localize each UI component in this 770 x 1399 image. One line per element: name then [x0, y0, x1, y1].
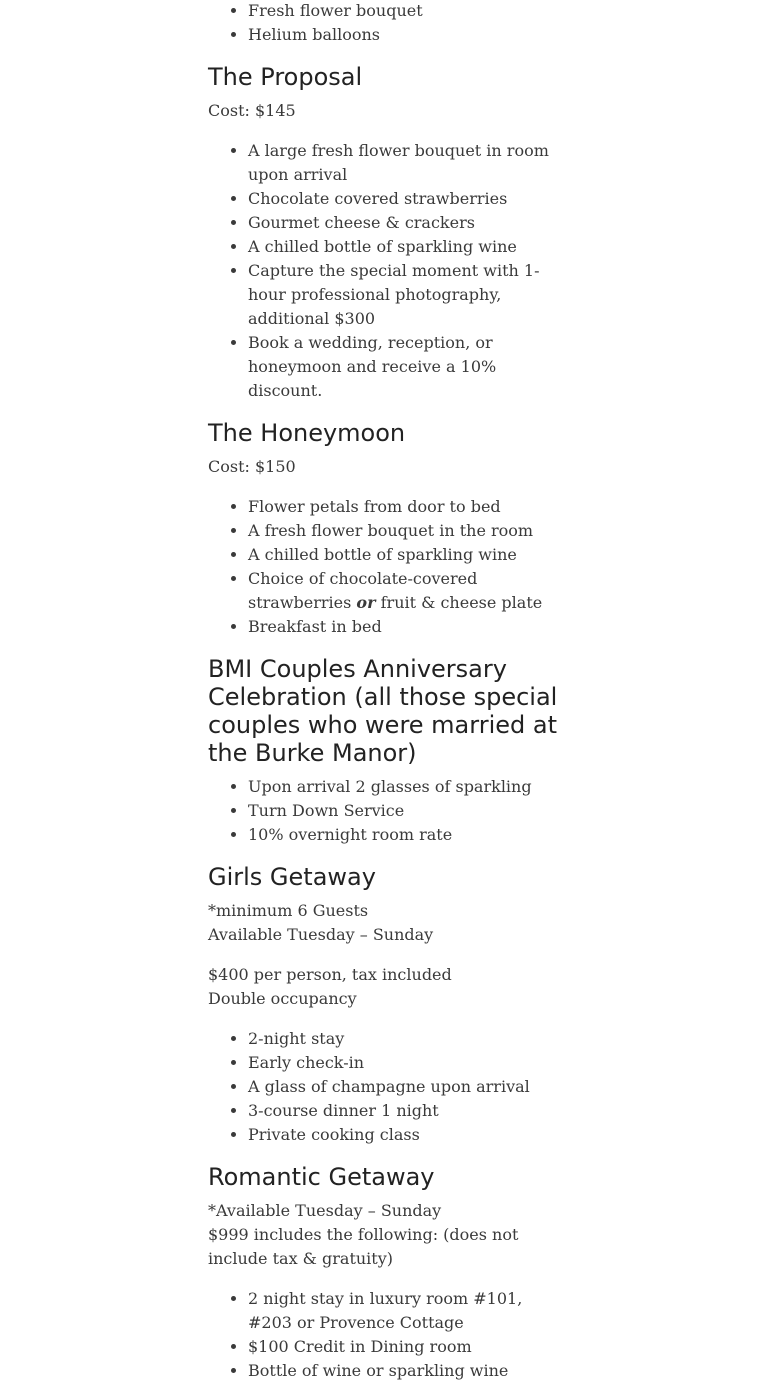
list-item: • Upon arrival 2 glasses of sparkling [248, 775, 570, 799]
proposal-heading: The Proposal [208, 63, 363, 91]
proposal-list [208, 139, 570, 403]
romantic-getaway-days: *Available Tuesday – Sunday [208, 1201, 442, 1220]
choice-before: Choice of chocolate-covered strawberries [248, 569, 478, 612]
list-item: • Breakfast in bed [248, 615, 570, 639]
girls-getaway-heading: Girls Getaway [208, 863, 376, 891]
list-item: • Turn Down Service [248, 799, 570, 823]
list-item: • Flower petals from door to bed [248, 495, 570, 519]
list-item: • Chocolate covered strawberries [248, 187, 570, 211]
honeymoon-list [208, 495, 570, 639]
girls-getaway-list [208, 1027, 570, 1147]
girls-getaway-pricing [208, 963, 570, 1011]
list-item: • A chilled bottle of sparkling wine [248, 543, 570, 567]
list-item: • 10% overnight room rate [248, 823, 570, 847]
choice-after: fruit & cheese plate [375, 593, 543, 612]
list-item: • Gourmet cheese & crackers [248, 211, 570, 235]
list-item: • 3-course dinner 1 night [248, 1099, 570, 1123]
proposal-cost: Cost: $145 [208, 101, 296, 120]
romantic-getaway-details [208, 1199, 570, 1271]
honeymoon-cost: Cost: $150 [208, 457, 296, 476]
list-item: • Fresh flower bouquet [248, 0, 570, 23]
list-item: • A large fresh flower bouquet in room upon arrival [248, 139, 570, 187]
packages-content [208, 0, 570, 1399]
girls-getaway-occupancy: Double occupancy [208, 989, 357, 1008]
list-item: • Early check-in [248, 1051, 570, 1075]
list-item: • Capture the special moment with 1-hour professional photography, additional $300 [248, 259, 570, 331]
top-list [208, 0, 570, 47]
honeymoon-heading: The Honeymoon [208, 419, 406, 447]
choice-emphasis: or [356, 593, 376, 612]
list-item: • 2 night stay in luxury room #101, #203 or Provence Cottage [248, 1287, 570, 1335]
girls-getaway-availability [208, 899, 570, 947]
list-item: • A glass of champagne upon arrival [248, 1075, 570, 1099]
list-item: • A fresh flower bouquet in the room [248, 519, 570, 543]
romantic-getaway-list [208, 1287, 570, 1383]
list-item: • A chilled bottle of sparkling wine [248, 235, 570, 259]
list-item: • Helium balloons [248, 23, 570, 47]
list-item: • Bottle of wine or sparkling wine [248, 1359, 570, 1383]
girls-getaway-days: Available Tuesday – Sunday [208, 925, 434, 944]
anniversary-heading: BMI Couples Anniversary Celebration (all those special couples who were married at the Burke Manor) [208, 655, 558, 767]
list-item-choice [248, 567, 570, 615]
anniversary-list [208, 775, 570, 847]
list-item: • $100 Credit in Dining room [248, 1335, 570, 1359]
girls-getaway-minimum: *minimum 6 Guests [208, 901, 369, 920]
romantic-getaway-price: $999 includes the following: (does not include tax & gratuity) [208, 1225, 519, 1268]
girls-getaway-price: $400 per person, tax included [208, 965, 452, 984]
romantic-getaway-heading: Romantic Getaway [208, 1163, 435, 1191]
list-item: • Private cooking class [248, 1123, 570, 1147]
list-item: • Book a wedding, reception, or honeymoon and receive a 10% discount. [248, 331, 570, 403]
list-item: • 2-night stay [248, 1027, 570, 1051]
